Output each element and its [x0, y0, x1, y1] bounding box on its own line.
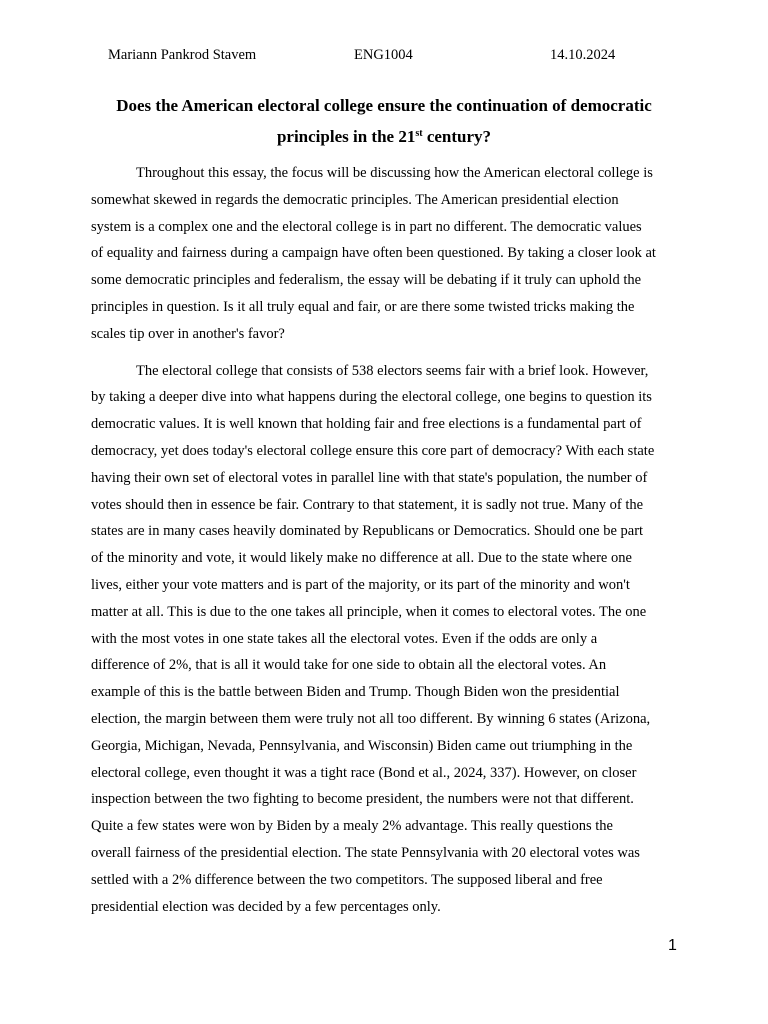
text-line: electoral college, even thought it was a tight race (Bond et al., 2024, 337). However, on closer [91, 764, 637, 781]
text-line: somewhat skewed in regards the democratic principles. The American presidential election [91, 191, 619, 208]
text-line: election, the margin between them were truly not all too different. By winning 6 states (Arizona, [91, 710, 651, 727]
author-name: Mariann Pankrod Stavem [108, 47, 257, 63]
text-line: having their own set of electoral votes in parallel line with that state's population, the number of [91, 469, 648, 486]
title-line-2-prefix: principles in the 21 [276, 127, 416, 146]
essay-body [91, 160, 681, 930]
paragraph-2 [91, 358, 681, 921]
page-header [108, 47, 628, 67]
paragraph-1 [91, 160, 681, 348]
document-date: 14.10.2024 [550, 47, 616, 63]
text-line: democratic values. It is well known that holding fair and free elections is a fundamental part of [91, 416, 642, 433]
text-line: inspection between the two fighting to become president, the numbers were not that different. [91, 791, 634, 808]
text-line: by taking a deeper dive into what happens during the electoral college, one begins to question its [91, 389, 652, 406]
title-line-1: Does the American electoral college ensure the continuation of democratic [116, 96, 652, 115]
text-line: of the minority and vote, it would likely make no difference at all. Due to the state where one [91, 550, 632, 567]
text-line: some democratic principles and federalism, the essay will be debating if it truly can uphold the [91, 272, 642, 289]
title-line-2 [90, 121, 678, 152]
title-superscript: st [415, 128, 423, 139]
course-code: ENG1004 [354, 47, 413, 63]
text-line: states are in many cases heavily dominated by Republicans or Democratics. Should one be part [91, 523, 644, 540]
text-line: overall fairness of the presidential election. The state Pennsylvania with 20 electoral votes was [91, 844, 640, 861]
essay-title [90, 90, 678, 152]
text-line: difference of 2%, that is all it would take for one side to obtain all the electoral votes. An [91, 657, 607, 674]
text-line: system is a complex one and the electoral college is in part no different. The democratic values [91, 218, 642, 235]
text-line: votes should then in essence be fair. Contrary to that statement, it is sadly not true. Many of the [91, 496, 644, 513]
text-line: of equality and fairness during a campaign have often been questioned. By taking a closer look at [91, 245, 656, 262]
text-line: Georgia, Michigan, Nevada, Pennsylvania, and Wisconsin) Biden came out triumphing in the [91, 737, 633, 754]
text-line: matter at all. This is due to the one takes all principle, when it comes to electoral votes. The one [91, 603, 647, 620]
page-number: 1 [668, 937, 677, 954]
text-line: example of this is the battle between Biden and Trump. Though Biden won the presidential [91, 684, 620, 701]
text-line: The electoral college that consists of 538 electors seems fair with a brief look. However, [136, 362, 649, 379]
text-line: principles in question. Is it all truly equal and fair, or are there some twisted tricks making the [91, 298, 635, 315]
text-line: democracy, yet does today's electoral college ensure this core part of democracy? With each state [91, 442, 655, 459]
text-line: scales tip over in another's favor? [91, 325, 285, 342]
title-line-2-suffix: century? [422, 127, 492, 146]
text-line: Throughout this essay, the focus will be discussing how the American electoral college is [136, 165, 653, 181]
text-line: presidential election was decided by a few percentages only. [91, 898, 441, 915]
text-line: settled with a 2% difference between the two competitors. The supposed liberal and free [91, 871, 603, 888]
text-line: Quite a few states were won by Biden by a mealy 2% advantage. This really questions the [91, 818, 613, 835]
text-line: lives, either your vote matters and is part of the majority, or its part of the minority and won't [91, 576, 630, 593]
text-line: with the most votes in one state takes all the electoral votes. Even if the odds are only a [91, 630, 598, 647]
